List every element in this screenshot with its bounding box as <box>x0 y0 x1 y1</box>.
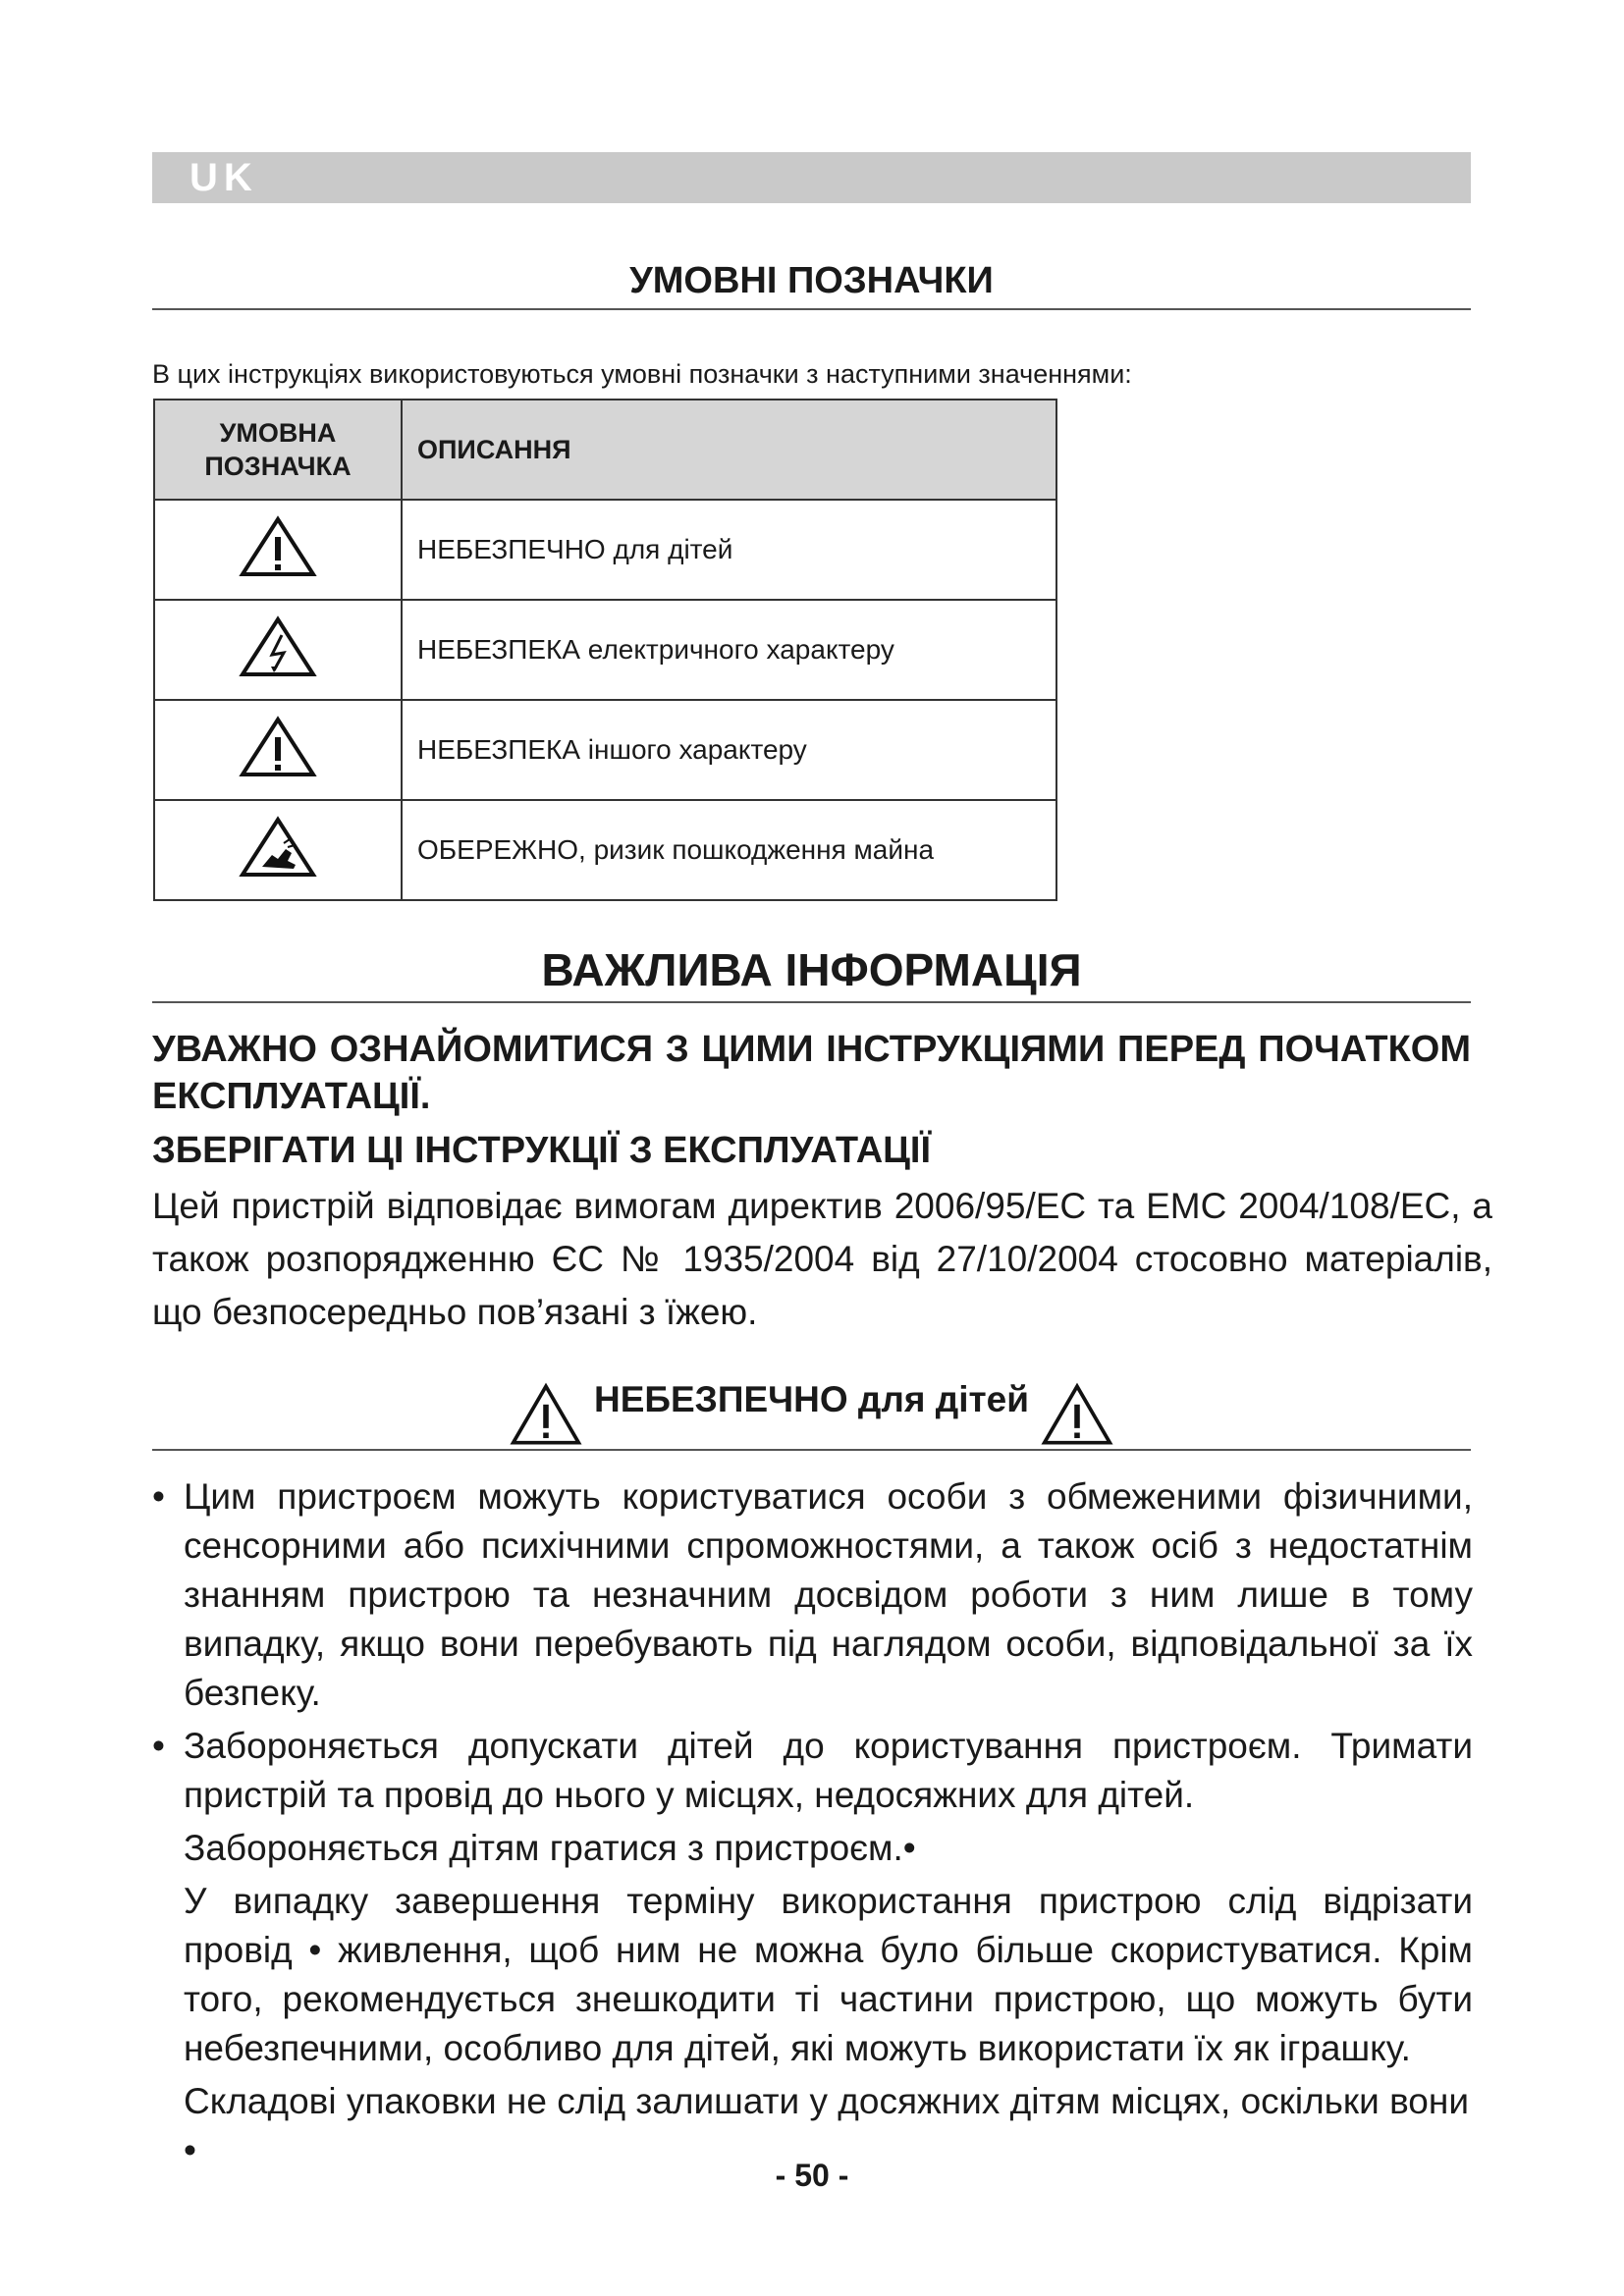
list-item: Забороняється дітям гратися з пристроєм.• <box>184 1828 916 1868</box>
page-number: - 50 - <box>775 2158 849 2193</box>
hand-caution-icon <box>239 816 317 879</box>
bullet-mark: • <box>152 1726 165 1766</box>
description-cell: НЕБЕЗПЕКА іншого характеру <box>402 700 1056 800</box>
description-cell: НЕБЕЗПЕЧНО для дітей <box>402 500 1056 600</box>
symbol-cell <box>154 600 402 700</box>
table-row <box>154 800 1056 900</box>
table-header-row <box>154 400 1056 500</box>
description-cell: ОБЕРЕЖНО, ризик пошкодження майна <box>402 800 1056 900</box>
warning-triangle-icon <box>239 515 317 578</box>
children-safety-list <box>152 1472 1473 2175</box>
children-section-title <box>152 1364 1471 1451</box>
legend-section-title: УМОВНІ ПОЗНАЧКИ <box>152 253 1471 310</box>
warning-triangle-icon <box>239 716 317 778</box>
description-cell: НЕБЕЗПЕКА електричного характеру <box>402 600 1056 700</box>
legend-intro: В цих інструкціях використовуються умовні позначки з наступними значеннями: <box>152 359 1132 389</box>
col-symbol-header: УМОВНА ПОЗНАЧКА <box>154 400 402 500</box>
table-row <box>154 700 1056 800</box>
list-item: У випадку завершення терміну використання пристрою слід відрізати провід • живлення, щоб ним не можна було більше скористуватися. Крім того, рекомендується знешкодити ті частини пристрою, що можуть бути небезпечними, особливо для дітей, які можуть використати їх як іграшку. <box>184 1881 1473 2068</box>
symbol-legend-table <box>153 399 1057 901</box>
important-section-title: ВАЖЛИВА ІНФОРМАЦІЯ <box>152 938 1471 1003</box>
compliance-paragraph: Цей пристрій відповідає вимогам директив 2006/95/ЕС та ЕМС 2004/108/ЕС, а також розпорядженню ЄС № 1935/2004 від 27/10/2004 стосовно матеріалів, що безпосередньо пов’язані з їжею. <box>152 1186 1492 1332</box>
keep-instructions-heading: ЗБЕРІГАТИ ЦІ ІНСТРУКЦІЇ З ЕКСПЛУАТАЦІЇ <box>152 1130 931 1171</box>
symbol-cell <box>154 500 402 600</box>
table-row <box>154 600 1056 700</box>
col-description-header: ОПИСАННЯ <box>402 400 1056 500</box>
symbol-cell <box>154 800 402 900</box>
list-item <box>152 1472 1473 1718</box>
list-item <box>152 1722 1473 1820</box>
warning-triangle-icon <box>1041 1382 1113 1447</box>
warning-triangle-icon <box>510 1382 582 1447</box>
children-section-label: НЕБЕЗПЕЧНО для дітей <box>594 1379 1029 1419</box>
list-item-text: Цим пристроєм можуть користуватися особи з обмеженими фізичними, сенсорними або психічними спроможностями, а також осіб з недостатнім знанням пристрою та незначним досвідом роботи з ним лише в тому випадку, якщо вони перебувають під наглядом особи, відповідальної за їх безпеку. <box>184 1476 1473 1713</box>
bullet-mark: • <box>152 1476 165 1517</box>
read-instructions-heading: УВАЖНО ОЗНАЙОМИТИСЯ З ЦИМИ ІНСТРУКЦІЯМИ ПЕРЕД ПОЧАТКОМ ЕКСПЛУАТАЦІЇ. <box>152 1029 1471 1117</box>
electric-hazard-icon <box>239 615 317 678</box>
symbol-cell <box>154 700 402 800</box>
list-item: Складові упаковки не слід залишати у досяжних дітям місцях, оскільки вони • <box>184 2081 1469 2170</box>
language-bar <box>152 152 1471 203</box>
list-item-text: Забороняється допускати дітей до користування пристроєм. Тримати пристрій та провід до нього у місцях, недосяжних для дітей. <box>184 1726 1473 1815</box>
language-code: UK <box>189 156 258 199</box>
table-row <box>154 500 1056 600</box>
